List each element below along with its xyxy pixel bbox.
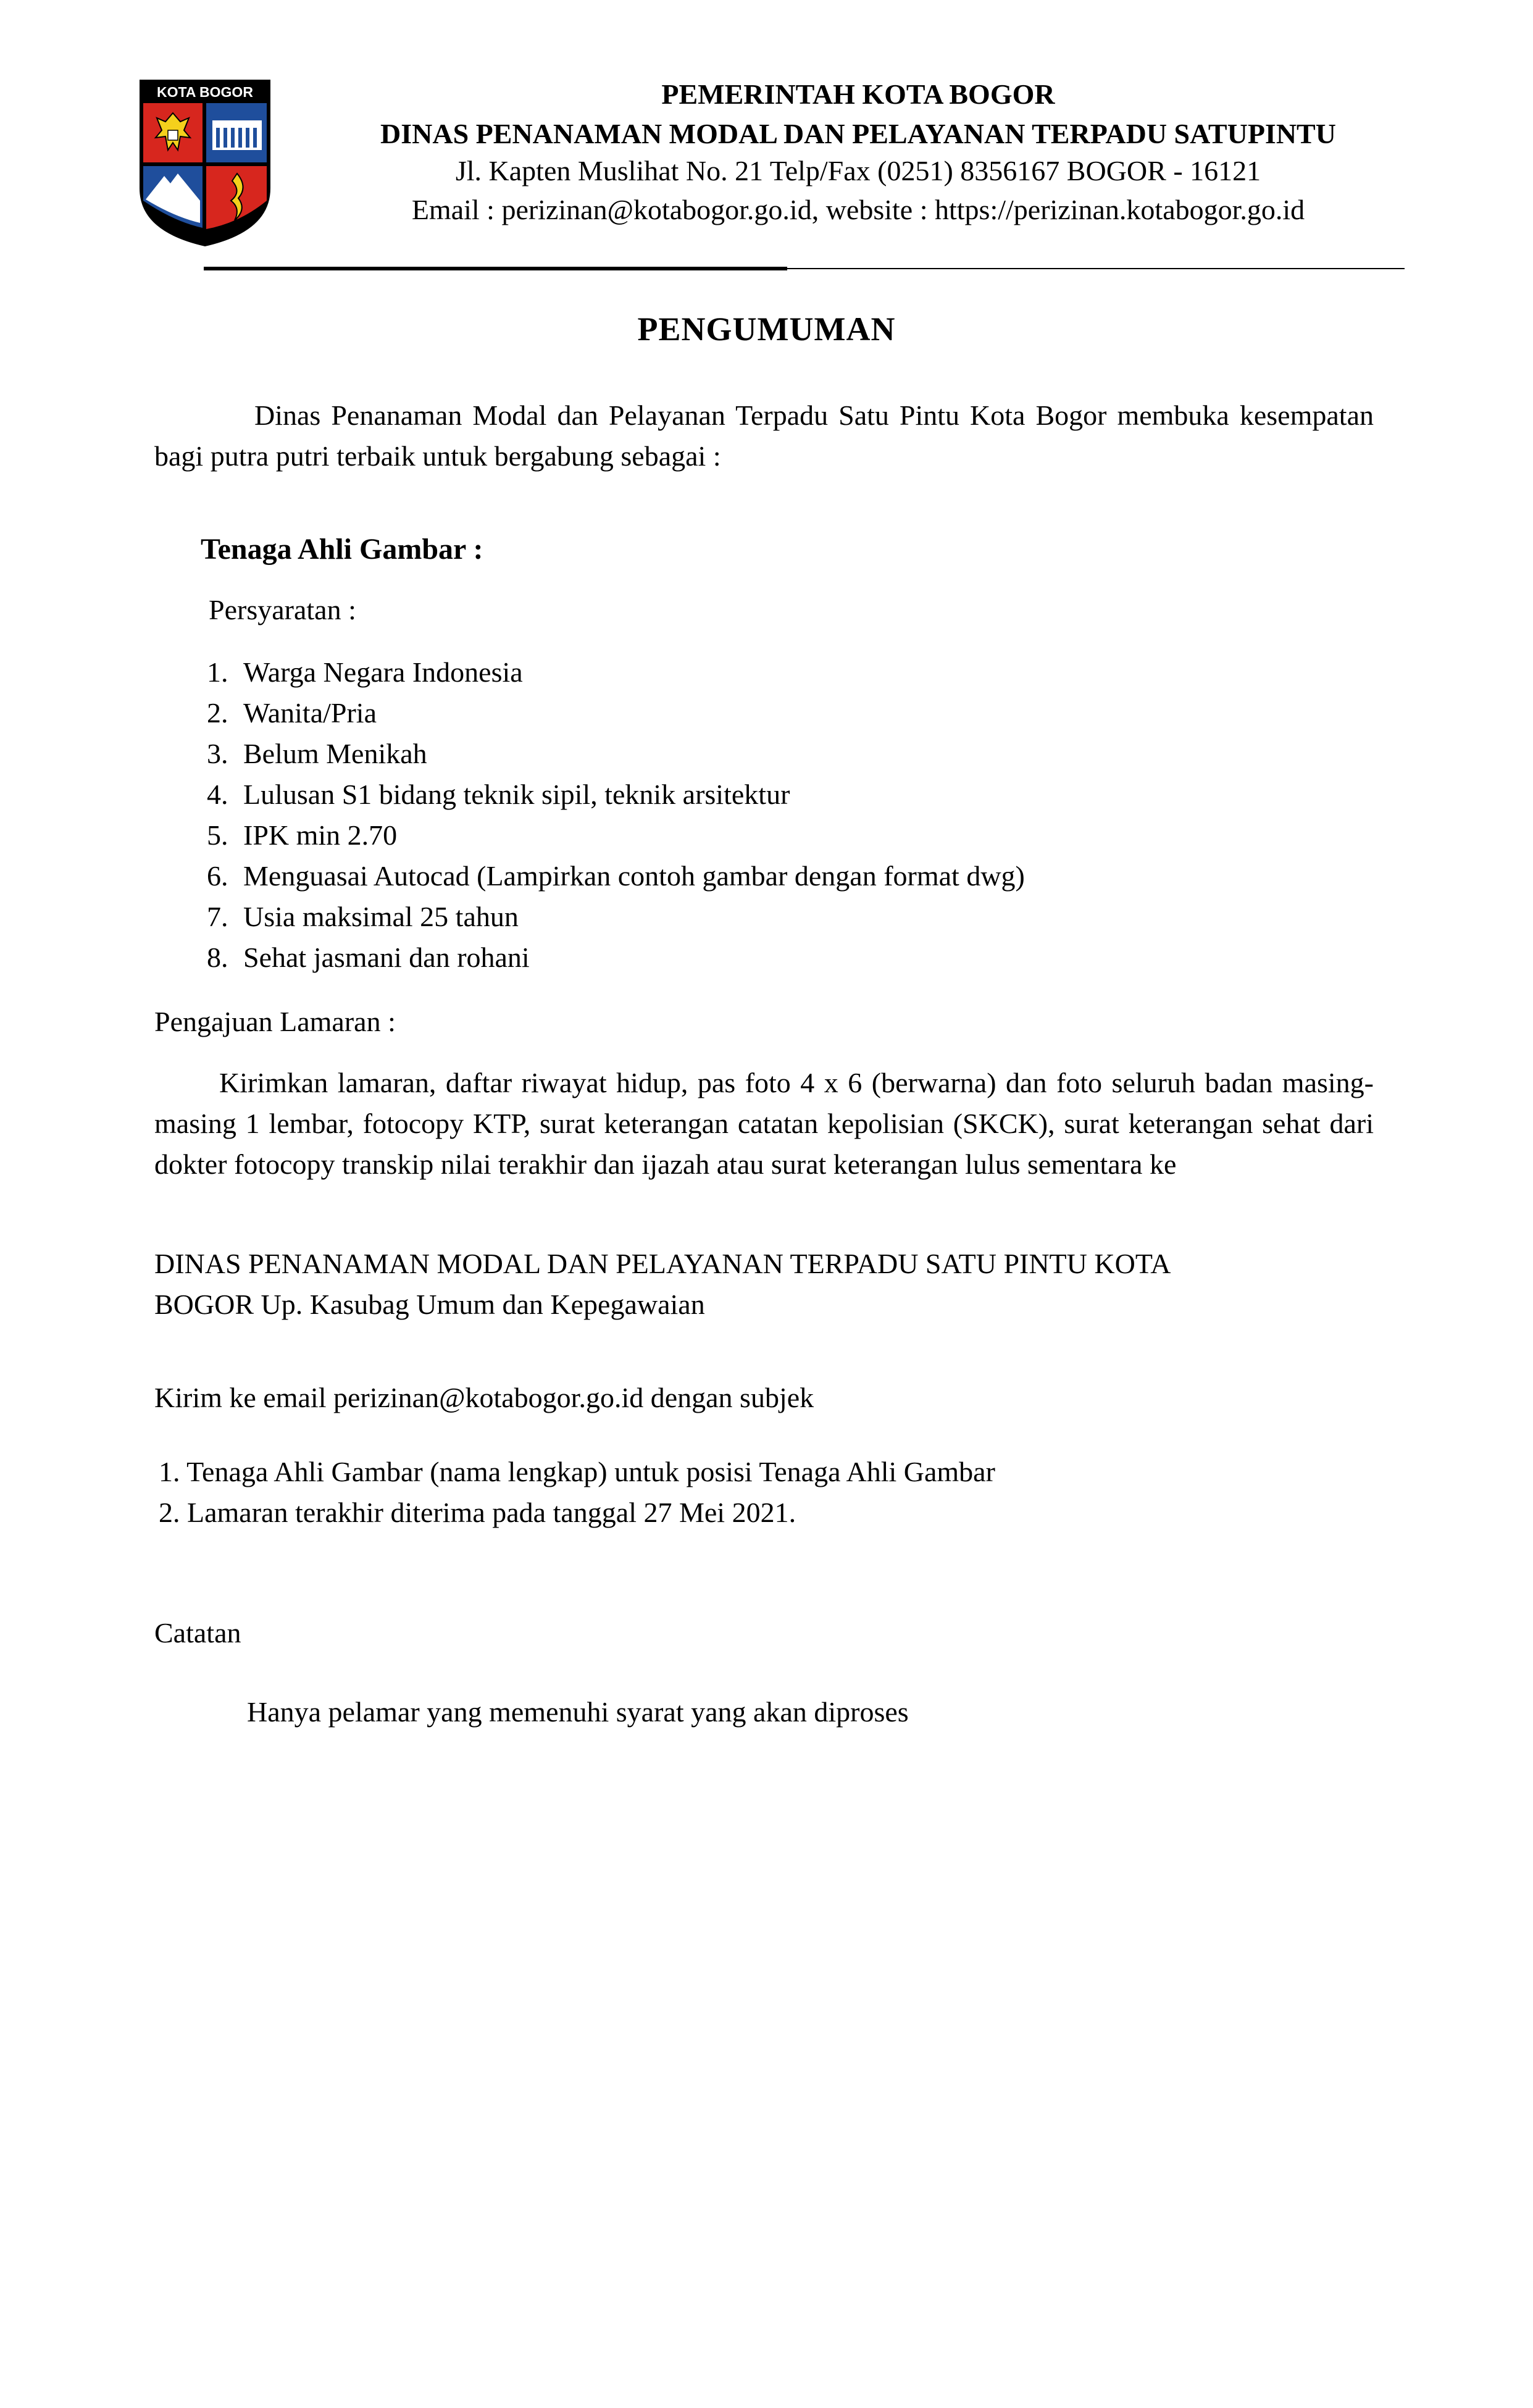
list-item: 3. Belum Menikah <box>207 738 427 769</box>
note-label: Catatan <box>154 1617 241 1649</box>
application-label: Pengajuan Lamaran : <box>154 1006 396 1037</box>
letterhead-address: Jl. Kapten Muslihat No. 21 Telp/Fax (0251) 8356167 BOGOR - 16121 <box>455 155 1261 186</box>
list-item: 1. Warga Negara Indonesia <box>207 656 523 688</box>
subject-notes-list <box>159 1452 995 1533</box>
note-text: Hanya pelamar yang memenuhi syarat yang akan diproses <box>247 1696 909 1728</box>
address-line-1: DINAS PENANAMAN MODAL DAN PELAYANAN TERPADU SATU PINTU KOTA <box>154 1248 1171 1279</box>
letterhead-government: PEMERINTAH KOTA BOGOR <box>661 78 1055 110</box>
email-instruction: Kirim ke email perizinan@kotabogor.go.id dengan subjek <box>154 1382 814 1413</box>
letterhead-divider-thin <box>204 268 1405 269</box>
application-paragraph: Kirimkan lamaran, daftar riwayat hidup, pas foto 4 x 6 (berwarna) dan foto seluruh badan masing-masing 1 lembar, fotocopy KTP, surat keterangan catatan kepolisian (SKCK), surat keterangan sehat dari dokter fotocopy transkip nilai terakhir dan ijazah atau surat keterangan lulus sementara ke <box>154 1067 1374 1180</box>
list-item: 2. Wanita/Pria <box>207 697 377 729</box>
list-item: 4. Lulusan S1 bidang teknik sipil, teknik arsitektur <box>207 779 790 810</box>
list-item: 6. Menguasai Autocad (Lampirkan contoh gambar dengan format dwg) <box>207 860 1025 892</box>
letterhead-agency: DINAS PENANAMAN MODAL DAN PELAYANAN TERPADU SATUPINTU <box>380 118 1336 149</box>
page-title: PENGUMUMAN <box>637 311 896 348</box>
requirements-label: Persyaratan : <box>209 594 356 625</box>
letterhead-contact: Email : perizinan@kotabogor.go.id, website : https://perizinan.kotabogor.go.id <box>411 194 1305 225</box>
list-item: 2. Lamaran terakhir diterima pada tanggal 27 Mei 2021. <box>159 1497 796 1528</box>
list-item: 8. Sehat jasmani dan rohani <box>207 942 530 973</box>
intro-paragraph: Dinas Penanaman Modal dan Pelayanan Terpadu Satu Pintu Kota Bogor membuka kesempatan bagi putra putri terbaik untuk bergabung sebagai : <box>154 399 1374 472</box>
logo-label: KOTA BOGOR <box>157 84 253 100</box>
requirements-list <box>207 652 1025 978</box>
list-item: 7. Usia maksimal 25 tahun <box>207 901 519 932</box>
position-heading: Tenaga Ahli Gambar : <box>201 533 483 566</box>
address-line-2: BOGOR Up. Kasubag Umum dan Kepegawaian <box>154 1289 705 1320</box>
list-item: 1. Tenaga Ahli Gambar (nama lengkap) untuk posisi Tenaga Ahli Gambar <box>159 1456 995 1487</box>
list-item: 5. IPK min 2.70 <box>207 819 398 851</box>
